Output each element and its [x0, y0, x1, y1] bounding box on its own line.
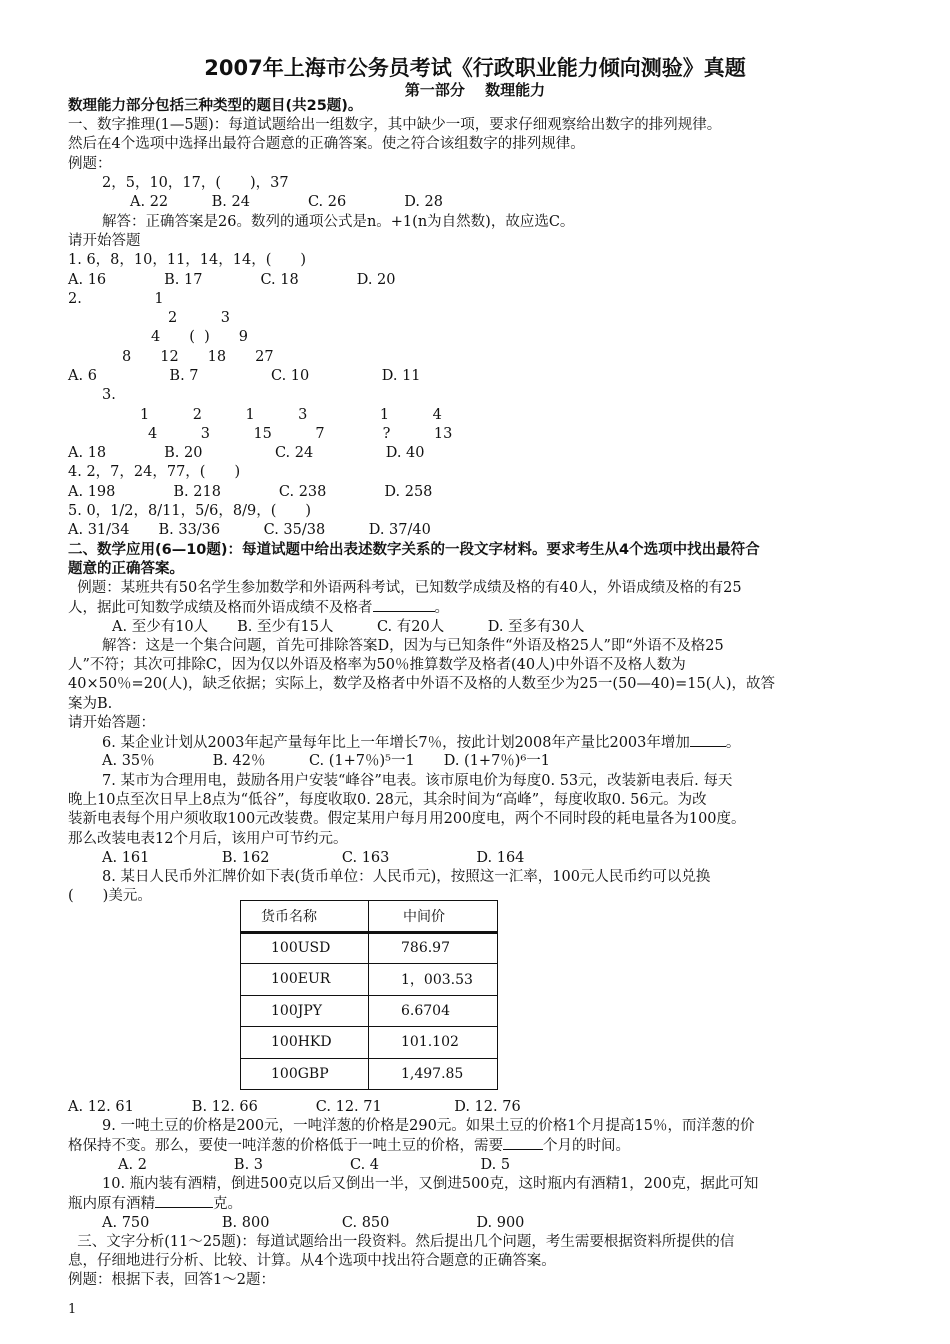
section3-desc-2: 息，仔细地进行分析、比较、计算。从4个选项中找出符合题意的正确答案。 — [68, 1253, 556, 1269]
question-7-line-1: 7. 某市为合理用电，鼓励各用户安装“峰谷”电表。该市原电价为每度0. 53元，改装新电表后. 每天 — [102, 773, 733, 789]
question-2: 2. 1 — [68, 291, 164, 307]
table-row — [241, 995, 498, 1027]
header-rate: 中间价 — [369, 901, 498, 933]
page-title: 2007年上海市公务员考试《行政职业能力倾向测验》真题 — [204, 56, 746, 80]
currency-cell: 100GBP — [241, 1058, 369, 1090]
section3-example-label: 例题：根据下表，回答1～2题： — [68, 1272, 275, 1288]
currency-cell: 100USD — [241, 932, 369, 964]
question-6-text: 6. 某企业计划从2003年起产量每年比上一年增长7％，按此计划2008年产量比2003年增加 — [102, 735, 690, 751]
rate-cell: 786.97 — [369, 932, 498, 964]
question-8-options: A. 12. 61 B. 12. 66 C. 12. 71 D. 12. 76 — [68, 1099, 521, 1115]
rate-cell: 1,497.85 — [369, 1058, 498, 1090]
section1-desc-1: 一、数字推理(1—5题)：每道试题给出一组数字，其中缺少一项，要求仔细观察给出数字的排列规律。 — [68, 117, 722, 133]
example-label: 例题： — [68, 156, 112, 172]
question-3: 3. — [102, 387, 116, 403]
question-9-line-2 — [68, 1136, 630, 1155]
question-9-line-2-end: 个月的时间。 — [543, 1138, 630, 1154]
question-3-options: A. 18 B. 20 C. 24 D. 40 — [68, 445, 425, 461]
example2-line-2-end: 。 — [434, 600, 449, 616]
header-currency: 货币名称 — [241, 901, 369, 933]
currency-cell: 100JPY — [241, 995, 369, 1027]
section1-desc-2: 然后在4个选项中选择出最符合题意的正确答案。使之符合该组数字的排列规律。 — [68, 136, 585, 152]
intro-line: 数理能力部分包括三种类型的题目(共25题)。 — [68, 98, 363, 114]
start-label-2: 请开始答题： — [68, 715, 155, 731]
section2-desc-1: 二、数学应用(6—10题)：每道试题中给出表述数字关系的一段文字材料。要求考生从4个选项中找出最符合 — [68, 542, 760, 558]
question-7-options: A. 161 B. 162 C. 163 D. 164 — [102, 850, 525, 866]
exchange-rate-table — [240, 900, 498, 1090]
answer-blank — [155, 1194, 213, 1208]
question-3-row-1: 1 2 1 3 1 4 — [140, 407, 442, 423]
table-row — [241, 964, 498, 996]
rate-cell: 101.102 — [369, 1027, 498, 1059]
question-9-line-2-text: 格保持不变。那么，要使一吨洋葱的价格低于一吨土豆的价格，需要 — [68, 1138, 503, 1154]
example2-solution-1: 解答：这是一个集合问题，首先可排除答案D，因为与已知条件“外语及格25人”即“外语不及格25 — [102, 638, 724, 654]
section-subtitle: 第一部分 数理能力 — [404, 81, 546, 99]
currency-cell: 100EUR — [241, 964, 369, 996]
example-sequence: 2，5，10，17，( )，37 — [102, 175, 289, 191]
table-header-row — [241, 901, 498, 933]
example2-solution-3: 40×50％=20(人)，缺乏依据；实际上，数学及格者中外语不及格的人数至少为25一(50—40)=15(人)，故答 — [68, 676, 776, 692]
example2-solution-4: 案为B. — [68, 696, 113, 712]
example-options: A. 22 B. 24 C. 26 D. 28 — [130, 194, 443, 210]
question-6-options: A. 35％ B. 42％ C. (1+7％)⁵一1 D. (1+7％)⁶一1 — [102, 753, 550, 769]
question-9-options: A. 2 B. 3 C. 4 D. 5 — [118, 1157, 511, 1173]
question-10-line-2-text: 瓶内原有酒精 — [68, 1196, 155, 1212]
question-10-line-2 — [68, 1194, 242, 1213]
question-7-line-4: 那么改装电表12个月后，该用户可节约元。 — [68, 831, 348, 847]
example2-line-2 — [68, 598, 449, 617]
example2-solution-2: 人”不符；其次可排除C，因为仅以外语及格率为50％推算数学及格者(40人)中外语不及格人数为 — [68, 657, 686, 673]
page-number: 1 — [68, 1302, 77, 1317]
question-4: 4. 2，7，24，77，( ) — [68, 464, 241, 480]
rate-cell: 6.6704 — [369, 995, 498, 1027]
answer-blank — [373, 598, 435, 612]
question-2-options: A. 6 B. 7 C. 10 D. 11 — [68, 368, 421, 384]
question-7-line-3: 装新电表每个用户须收取100元改装费。假定某用户每月用200度电，两个不同时段的耗电量各为100度。 — [68, 811, 746, 827]
question-5: 5. 0，1/2，8/11，5/6，8/9，( ) — [68, 503, 312, 519]
answer-blank — [690, 733, 726, 747]
question-6 — [102, 733, 740, 752]
question-8-line-2: ( )美元。 — [68, 888, 152, 904]
table-row — [241, 1058, 498, 1090]
question-1: 1. 6，8，10，11，14，14，( ) — [68, 252, 307, 268]
question-4-options: A. 198 B. 218 C. 238 D. 258 — [68, 484, 433, 500]
rate-cell: 1，003.53 — [369, 964, 498, 996]
question-2-row-2: 2 3 — [168, 310, 230, 326]
question-8-line-1: 8. 某日人民币外汇牌价如下表(货币单位：人民币元)，按照这一汇率，100元人民币约可以兑换 — [102, 869, 711, 885]
currency-cell: 100HKD — [241, 1027, 369, 1059]
answer-blank — [503, 1136, 543, 1150]
example2-line-2-text: 人，据此可知数学成绩及格而外语成绩不及格者 — [68, 600, 373, 616]
question-9-line-1: 9. 一吨土豆的价格是200元，一吨洋葱的价格是290元。如果土豆的价格1个月提高15％，而洋葱的价 — [102, 1118, 755, 1134]
question-6-end: 。 — [725, 735, 741, 751]
question-10-line-1: 10. 瓶内装有酒精，倒进500克以后又倒出一半，又倒进500克，这时瓶内有酒精1，200克，据此可知 — [102, 1176, 759, 1192]
question-5-options: A. 31/34 B. 33/36 C. 35/38 D. 37/40 — [68, 522, 431, 538]
section2-desc-2: 题意的正确答案。 — [68, 561, 184, 577]
example2-line-1: 例题：某班共有50名学生参加数学和外语两科考试，已知数学成绩及格的有40人，外语成绩及格的有25 — [68, 580, 742, 596]
section3-desc-1: 三、文字分析(11～25题)：每道试题给出一段资料。然后提出几个问题，考生需要根据资料所提供的信 — [68, 1234, 735, 1250]
question-1-options: A. 16 B. 17 C. 18 D. 20 — [68, 272, 396, 288]
question-3-row-2: 4 3 15 7 ? 13 — [148, 426, 453, 442]
question-2-row-4: 8 12 18 27 — [122, 349, 274, 365]
question-7-line-2: 晚上10点至次日早上8点为“低谷”，每度收取0. 28元，其余时间为“高峰”，每度收取0. 56元。为改 — [68, 792, 707, 808]
example2-options: A. 至少有10人 B. 至少有15人 C. 有20人 D. 至多有30人 — [112, 619, 585, 635]
question-2-row-3: 4 ( ) 9 — [151, 329, 248, 345]
example-answer: 解答：正确答案是26。数列的通项公式是n。+1(n为自然数)，故应选C。 — [102, 214, 575, 230]
table-row — [241, 1027, 498, 1059]
question-10-options: A. 750 B. 800 C. 850 D. 900 — [102, 1215, 525, 1231]
table-row — [241, 932, 498, 964]
start-label-1: 请开始答题 — [68, 233, 141, 249]
question-10-line-2-end: 克。 — [213, 1196, 242, 1212]
